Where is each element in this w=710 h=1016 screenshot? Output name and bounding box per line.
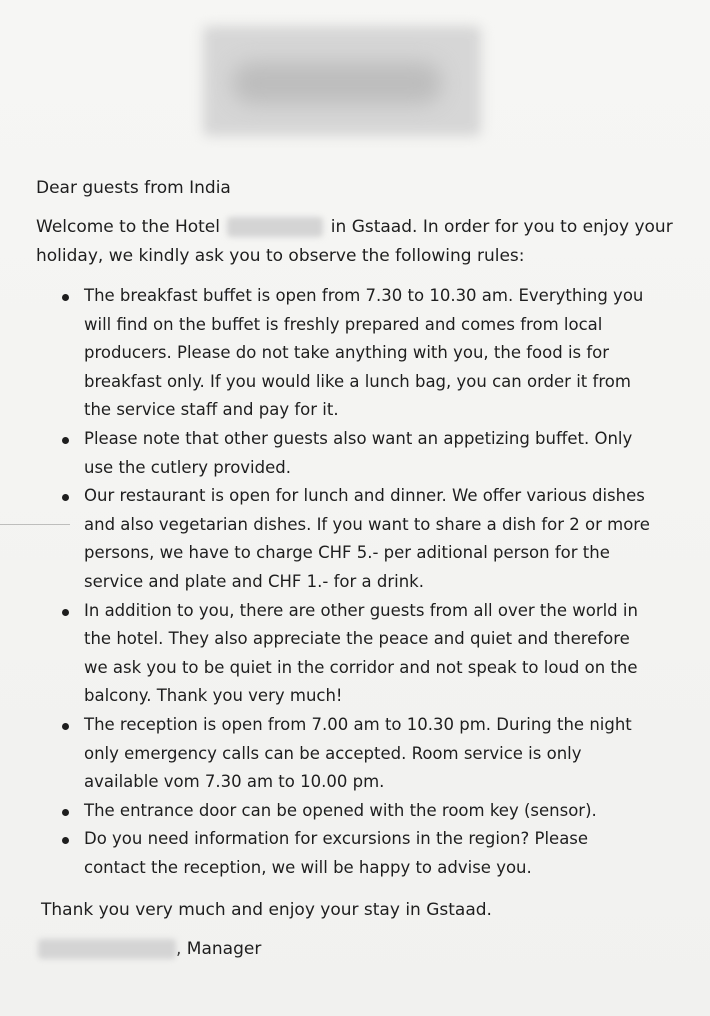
rule-item (60, 282, 650, 425)
intro-text-end: in Gstaad. In order for you to enjoy your holiday, we kindly ask you to observe the following rules: (36, 217, 673, 266)
redacted-manager-name (38, 939, 176, 959)
manager-title: , Manager (176, 939, 262, 959)
rule-text: The reception is open from 7.00 am to 10.30 pm. During the night only emergency calls can be accepted. Room service is only available vom 7.30 am to 10.00 pm. (84, 714, 632, 792)
blurred-hotel-logo-mark (232, 62, 442, 104)
rule-item (60, 425, 650, 482)
rule-item (60, 797, 650, 826)
rules-list (60, 282, 650, 882)
rule-text: The entrance door can be opened with the room key (sensor). (84, 800, 597, 820)
rule-text: Please note that other guests also want an appetizing buffet. Only use the cutlery provided. (84, 428, 633, 477)
intro-text-start: Welcome to the Hotel (36, 217, 220, 237)
rule-item (60, 482, 650, 596)
rule-item (60, 825, 650, 882)
bullet-icon (62, 809, 69, 816)
bullet-icon (62, 294, 69, 301)
closing-line: Thank you very much and enjoy your stay in Gstaad. (41, 900, 492, 920)
bullet-icon (62, 494, 69, 501)
rule-item (60, 597, 650, 711)
rule-text: Our restaurant is open for lunch and dinner. We offer various dishes and also vegetarian dishes. If you want to share a dish for 2 or more persons, we have to charge CHF 5.- per aditional person for the service and plate and CHF 1.- for a drink. (84, 486, 650, 591)
bullet-icon (62, 609, 69, 616)
rule-text: The breakfast buffet is open from 7.30 to 10.30 am. Everything you will find on the buffet is freshly prepared and comes from local producers. Please do not take anything with you, the food is for breakfast only. If you would like a lunch bag, you can order it from the service staff and pay for it. (84, 286, 644, 420)
bullet-icon (62, 437, 69, 444)
intro-paragraph (36, 213, 676, 271)
rule-item (60, 711, 650, 797)
salutation: Dear guests from India (36, 178, 231, 198)
rule-text: In addition to you, there are other guests from all over the world in the hotel. They also appreciate the peace and quiet and therefore we ask you to be quiet in the corridor and not speak to loud on the balcony. Thank you very much! (84, 600, 638, 706)
bullet-icon (62, 723, 69, 730)
redacted-hotel-name (227, 217, 323, 237)
signature-line (38, 937, 261, 961)
bullet-icon (62, 837, 69, 844)
rule-text: Do you need information for excursions in the region? Please contact the reception, we will be happy to advise you. (84, 829, 589, 877)
